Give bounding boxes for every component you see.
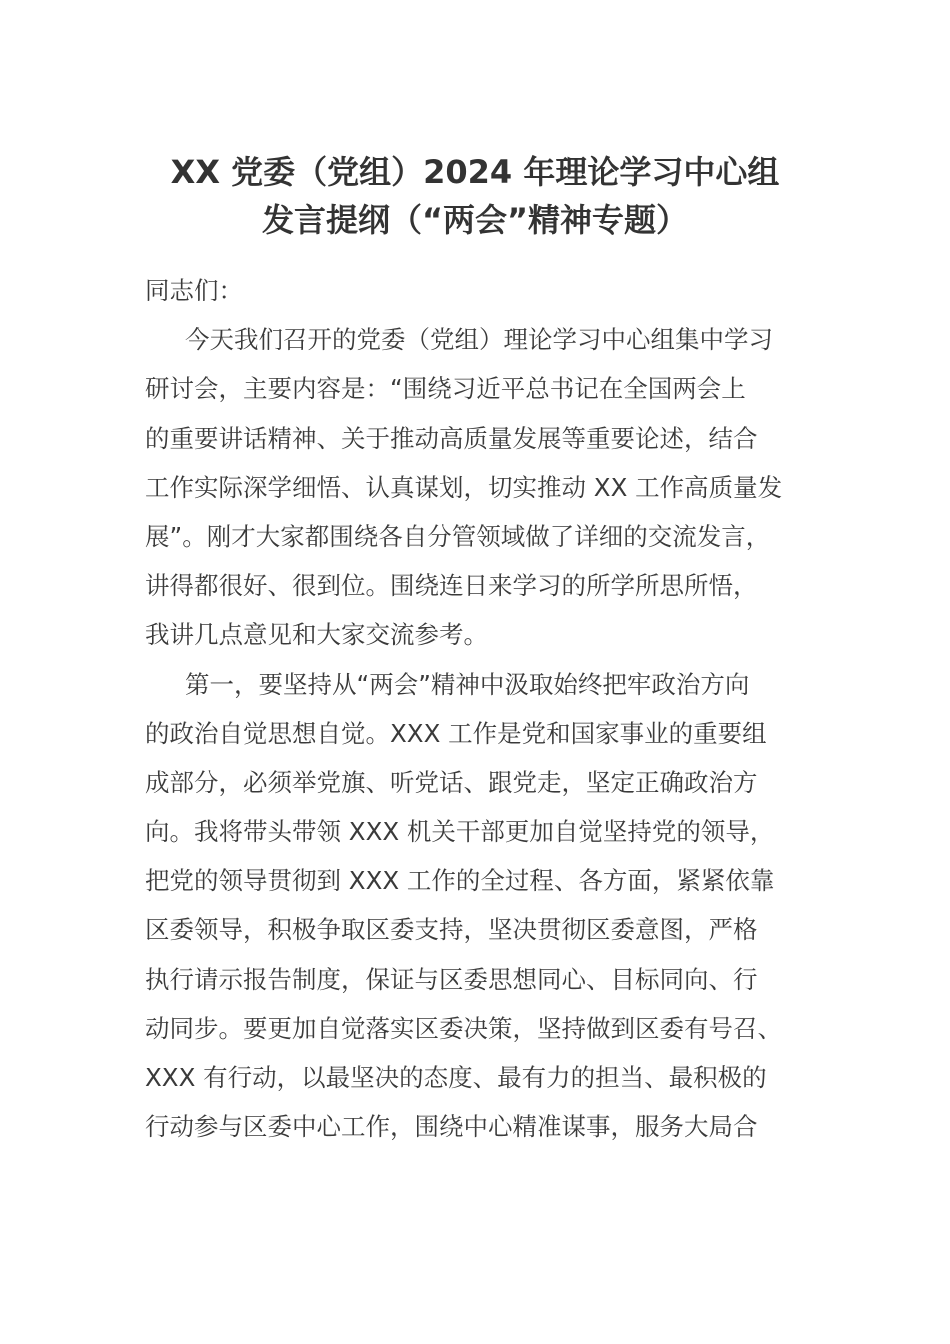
paragraph-line: 的重要讲话精神、关于推动高质量发展等重要论述，结合 — [145, 423, 758, 453]
paragraph-line: 执行请示报告制度，保证与区委思想同心、目标同向、行 — [145, 964, 758, 994]
document-body — [145, 266, 810, 1151]
paragraph-line: 我讲几点意见和大家交流参考。 — [145, 620, 488, 650]
paragraph-line: 的政治自觉思想自觉。XXX 工作是党和国家事业的重要组 — [145, 718, 767, 748]
paragraph-line: 展”。刚才大家都围绕各自分管领域做了详细的交流发言， — [145, 521, 771, 551]
paragraph-line: 今天我们召开的党委（党组）理论学习中心组集中学习 — [185, 325, 773, 355]
paragraph-line: 成部分，必须举党旗、听党话、跟党走，坚定正确政治方 — [145, 767, 758, 797]
paragraph-line: 第一，要坚持从“两会”精神中汲取始终把牢政治方向 — [185, 669, 750, 699]
paragraph-line: 向。我将带头带领 XXX 机关干部更加自觉坚持党的领导， — [145, 817, 775, 847]
paragraph-line: 讲得都很好、很到位。围绕连日来学习的所学所思所悟， — [145, 571, 758, 601]
paragraph-line: 工作实际深学细悟、认真谋划，切实推动 XX 工作高质量发 — [145, 472, 783, 502]
paragraph-line: XXX 有行动，以最坚决的态度、最有力的担当、最积极的 — [145, 1063, 767, 1092]
paragraph-line: 行动参与区委中心工作，围绕中心精准谋事，服务大局合 — [145, 1112, 758, 1142]
title-line-2: 发言提纲（“两会”精神专题） — [261, 201, 689, 239]
document-title — [140, 148, 810, 244]
title-line-1: XX 党委（党组）2024 年理论学习中心组 — [170, 153, 780, 191]
salutation: 同志们： — [145, 276, 243, 305]
paragraph-line: 区委领导，积极争取区委支持，坚决贯彻区委意图，严格 — [145, 915, 758, 945]
paragraph-line: 把党的领导贯彻到 XXX 工作的全过程、各方面，紧紧依靠 — [145, 866, 775, 896]
paragraph-line: 研讨会，主要内容是：“围绕习近平总书记在全国两会上 — [145, 374, 746, 404]
paragraph-line: 动同步。要更加自觉落实区委决策，坚持做到区委有号召、 — [145, 1013, 782, 1043]
